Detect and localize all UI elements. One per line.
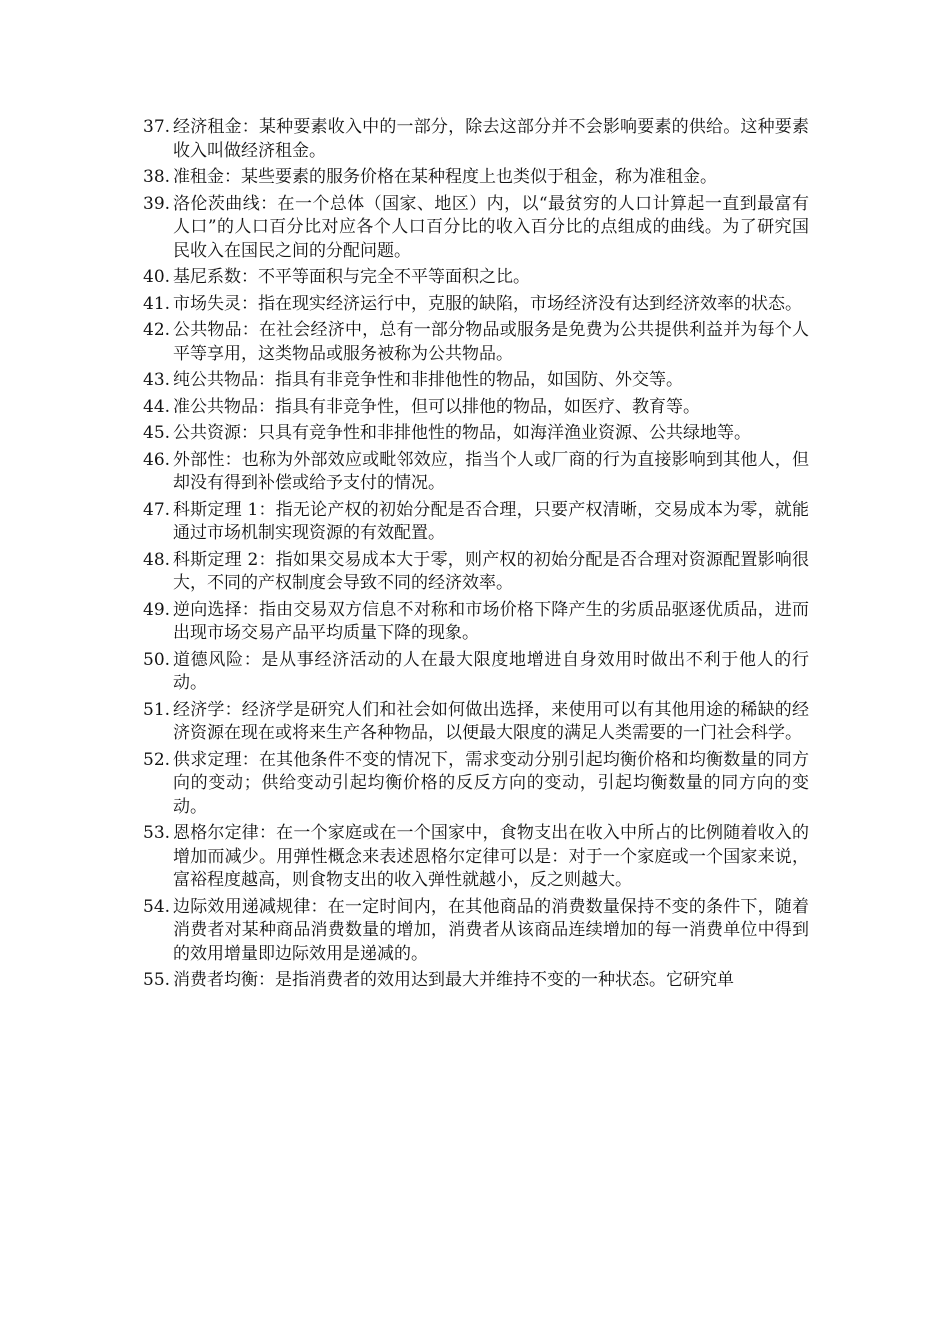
definition-item [143,549,809,596]
definition-item [143,499,809,546]
definition-item [143,449,809,496]
definition-item [143,969,809,993]
definition-item [143,896,809,967]
item-text: 经济租金：某种要素收入中的一部分，除去这部分并不会影响要素的供给。这种要素收入叫做经济租金。 [173,117,809,161]
item-number: 53. [143,823,171,843]
definition-item [143,822,809,893]
item-number: 46. [143,449,171,470]
item-number: 52. [143,749,171,770]
item-text: 纯公共物品：指具有非竞争性和非排他性的物品，如国防、外交等。 [173,370,683,390]
item-text: 准租金：某些要素的服务价格在某种程度上也类似于租金，称为准租金。 [173,167,717,187]
definition-item [143,293,809,317]
definition-item [143,266,809,290]
item-number: 48. [143,549,171,570]
definition-item [143,699,809,746]
item-text: 边际效用递减规律：在一定时间内，在其他商品的消费数量保持不变的条件下，随着消费者对某种商品消费数量的增加，消费者从该商品连续增加的每一消费单位中得到的效用增量即边际效用是递减的。 [173,896,809,964]
definition-item [143,396,809,420]
item-text: 市场失灵：指在现实经济运行中，克服的缺陷，市场经济没有达到经济效率的状态。 [173,293,802,314]
item-text: 科斯定理 1：指无论产权的初始分配是否合理，只要产权清晰，交易成本为零，就能通过市场机制实现资源的有效配置。 [173,499,809,543]
item-text: 洛伦茨曲线：在一个总体（国家、地区）内，以“最贫穷的人口计算起一直到最富有人口”的人口百分比对应各个人口百分比的收入百分比的点组成的曲线。为了研究国民收入在国民之间的分配问题。 [173,193,809,261]
item-number: 43. [143,370,171,390]
definition-item [143,749,809,820]
definition-item [143,193,809,264]
item-number: 45. [143,423,171,443]
definition-item [143,319,809,366]
item-text: 外部性：也称为外部效应或毗邻效应，指当个人或厂商的行为直接影响到其他人，但却没有得到补偿或给予支付的情况。 [173,449,809,493]
item-number: 47. [143,499,171,520]
definition-item [143,649,809,696]
item-number: 37. [143,117,171,137]
item-text: 准公共物品：指具有非竞争性，但可以排他的物品，如医疗、教育等。 [173,396,700,417]
item-text: 基尼系数：不平等面积与完全不平等面积之比。 [173,267,530,287]
item-number: 38. [143,167,171,187]
item-text: 科斯定理 2：指如果交易成本大于零，则产权的初始分配是否合理对资源配置影响很大，不同的产权制度会导致不同的经济效率。 [173,549,809,593]
item-text: 逆向选择：指由交易双方信息不对称和市场价格下降产生的劣质品驱逐优质品，进而出现市场交易产品平均质量下降的现象。 [173,599,809,643]
item-text: 公共资源：只具有竞争性和非排他性的物品，如海洋渔业资源、公共绿地等。 [173,423,751,443]
definition-list [143,116,809,996]
item-number: 55. [143,970,171,990]
item-number: 39. [143,193,171,214]
item-number: 51. [143,699,171,720]
definition-item [143,599,809,646]
item-number: 41. [143,293,171,314]
item-text: 经济学：经济学是研究人们和社会如何做出选择，来使用可以有其他用途的稀缺的经济资源在现在或将来生产各种物品，以便最大限度的满足人类需要的一门社会科学。 [173,699,809,743]
definition-item [143,369,809,393]
item-number: 54. [143,896,171,917]
item-number: 42. [143,320,171,340]
item-text: 道德风险：是从事经济活动的人在最大限度地增进自身效用时做出不利于他人的行动。 [173,649,809,693]
item-text: 恩格尔定律：在一个家庭或在一个国家中，食物支出在收入中所占的比例随着收入的增加而减少。用弹性概念来表述恩格尔定律可以是：对于一个家庭或一个国家来说，富裕程度越高，则食物支出的收入弹性就越小，反之则越大。 [173,823,809,890]
item-number: 49. [143,599,171,620]
item-text: 公共物品：在社会经济中，总有一部分物品或服务是免费为公共提供利益并为每个人平等享用，这类物品或服务被称为公共物品。 [173,320,809,364]
definition-item [143,422,809,446]
item-number: 40. [143,267,171,287]
definition-item [143,116,809,163]
definition-item [143,166,809,190]
item-text: 供求定理：在其他条件不变的情况下，需求变动分别引起均衡价格和均衡数量的同方向的变动；供给变动引起均衡价格的反反方向的变动，引起均衡数量的同方向的变动。 [173,749,809,817]
item-number: 50. [143,649,171,670]
item-number: 44. [143,396,171,417]
item-text: 消费者均衡：是指消费者的效用达到最大并维持不变的一种状态。它研究单 [173,970,734,990]
